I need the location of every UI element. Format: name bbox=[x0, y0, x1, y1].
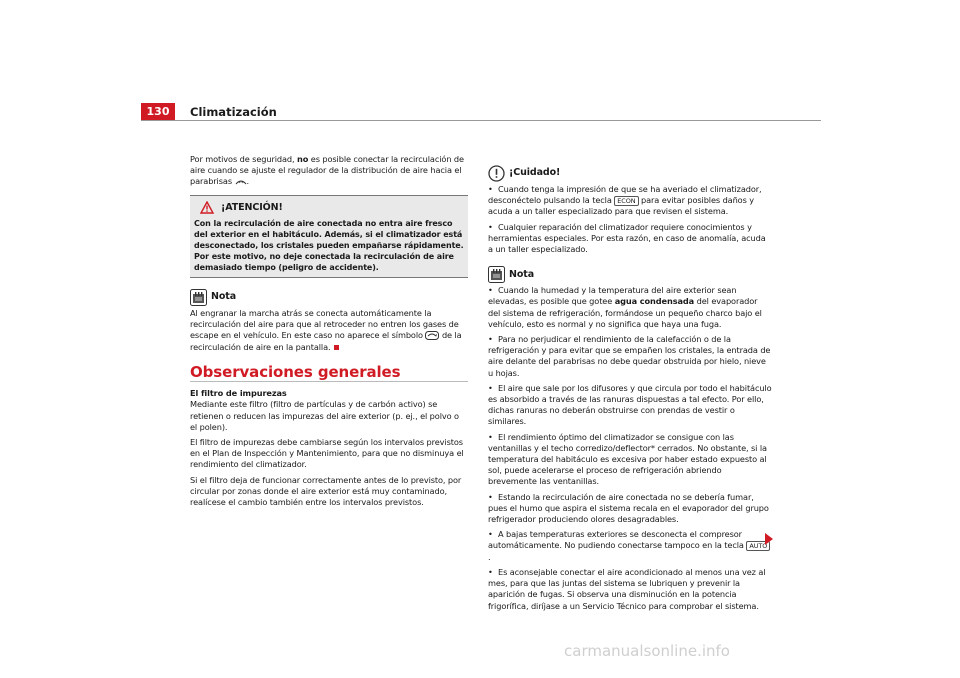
note-item: • A bajas temperaturas exteriores se desconecta el compresor automáticamente. No pudiendo conectarse tampoco en la tecla AUTO. bbox=[488, 529, 772, 563]
subsection-heading: El filtro de impurezas bbox=[190, 388, 287, 399]
note-icon bbox=[190, 289, 207, 306]
warning-box bbox=[190, 195, 468, 278]
left-column bbox=[190, 154, 468, 512]
page-number: 130 bbox=[141, 103, 175, 121]
note-item: • Para no perjudicar el rendimiento de la calefacción o de la refrigeración y para evitar que se empañen los cristales, la entrada de aire delante del parabrisas no debe quedar obstruida por hielo, nieve u hojas. bbox=[488, 334, 771, 378]
header-divider bbox=[141, 120, 821, 121]
continue-arrow-icon bbox=[765, 533, 773, 545]
warning-title: ¡ATENCIÓN! bbox=[221, 201, 283, 213]
note-paragraph: Al engranar la marcha atrás se conecta automáticamente la recirculación del aire para que al retroceder no entren los gases de escape en el vehículo. En este caso no aparece el símbolo de la recirculación de aire en la pantalla. bbox=[190, 308, 462, 352]
body-paragraph: Mediante este filtro (filtro de partículas y de carbón activo) se retienen o reducen las impurezas del aire exterior (p. ej., el polvo o el polen). bbox=[190, 399, 459, 432]
right-column bbox=[488, 164, 772, 616]
page-title: Climatización bbox=[190, 105, 277, 119]
note-item: • El aire que sale por los difusores y que circula por todo el habitáculo es absorbido a través de las ranuras dispuestas a tal efecto. Por ello, dichas ranuras no deberán obstruirse con prendas de vestir o similares. bbox=[488, 382, 772, 427]
windshield-defrost-icon bbox=[235, 177, 247, 186]
note-heading bbox=[488, 265, 772, 283]
caution-item: • Cuando tenga la impresión de que se ha averiado el climatizador, desconéctelo pulsando la tecla ECON para evitar posibles daños y acuda a un taller especializado para que revisen el sistema. bbox=[488, 184, 762, 217]
caution-heading bbox=[488, 164, 772, 182]
intro-paragraph: Por motivos de seguridad, no es posible conectar la recirculación de aire cuando se ajuste el regulador de la distribución de aire hacia el parabrisas . bbox=[190, 154, 464, 187]
note-title: Nota bbox=[211, 291, 237, 303]
warning-triangle-icon bbox=[200, 201, 214, 214]
note-title: Nota bbox=[509, 268, 535, 280]
body-paragraph: El filtro de impurezas debe cambiarse según los intervalos previstos en el Plan de Inspección y Mantenimiento, para que no disminuya el rendimiento del climatizador. bbox=[190, 436, 464, 470]
caution-item: • Cualquier reparación del climatizador requiere conocimientos y herramientas especiales. Por esta razón, en caso de anomalía, acuda a un taller especializado. bbox=[488, 221, 766, 255]
section-divider bbox=[190, 381, 468, 382]
note-icon bbox=[488, 266, 505, 283]
note-item: • Estando la recirculación de aire conectada no se debería fumar, pues el humo que aspira el sistema recala en el evaporador del grupo refrigerador produciendo olores desagradables. bbox=[488, 491, 769, 525]
caution-icon bbox=[488, 165, 505, 182]
caution-title: ¡Cuidado! bbox=[509, 167, 561, 179]
note-item: • Es aconsejable conectar el aire acondicionado al menos una vez al mes, para que las juntas del sistema se lubriquen y prevenir la aparición de fugas. Si observa una disminución en la potencia frigorífica, diríjase a un Servicio Técnico para comprobar el sistema. bbox=[488, 566, 766, 611]
note-item: • Cuando la humedad y la temperatura del aire exterior sean elevadas, es posible que gotee agua condensada del evaporador del sistema de refrigeración, formándose un pequeño charco bajo el vehículo, esto es normal y no significa que haya una fuga. bbox=[488, 285, 762, 329]
note-heading bbox=[190, 288, 468, 306]
body-paragraph: Si el filtro deja de funcionar correctamente antes de lo previsto, por circular por zonas donde el aire exterior está muy contaminado, realícese el cambio también entre los intervalos previstos. bbox=[190, 474, 462, 507]
section-end-marker bbox=[334, 345, 339, 350]
econ-key: ECON bbox=[614, 196, 638, 206]
auto-key: AUTO bbox=[746, 541, 770, 551]
watermark: carmanualsonline.info bbox=[564, 642, 730, 660]
section-title: Observaciones generales bbox=[190, 362, 401, 381]
note-item: • El rendimiento óptimo del climatizador se consigue con las ventanillas y el techo corredizo/deflector* cerrados. No obstante, si la temperatura del habitáculo es excesiva por haber estado expuesto al sol, puede acelerarse el proceso de refrigeración abriendo brevemente las ventanillas. bbox=[488, 431, 767, 487]
warning-text: Con la recirculación de aire conectada no entra aire fresco del exterior en el habitáculo. Además, si el climatizador está desconectado, los cristales pueden empañarse rápidamente. Por este motivo, no deje conectada la recirculación de aire demasiado tiempo (peligro de accidente). bbox=[194, 218, 464, 272]
recirculation-icon bbox=[425, 331, 439, 340]
